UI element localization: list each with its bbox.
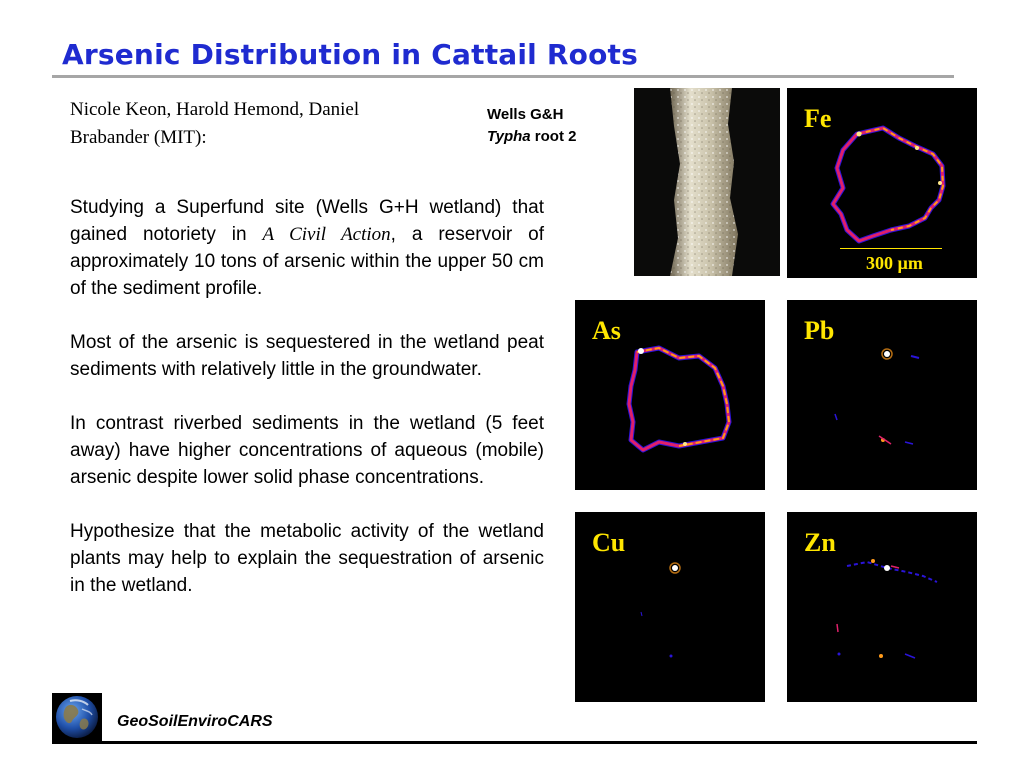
scale-bar xyxy=(840,248,942,249)
as-map-panel xyxy=(575,300,765,490)
slide-title: Arsenic Distribution in Cattail Roots xyxy=(62,38,638,71)
root-photograph xyxy=(634,88,780,276)
pb-label: Pb xyxy=(804,316,835,345)
cu-label: Cu xyxy=(592,528,626,557)
pb-map-panel xyxy=(787,300,977,490)
paragraph-2: Most of the arsenic is sequestered in the wetland peat sediments with relatively little in the groundwater. xyxy=(70,332,544,380)
fe-map-panel xyxy=(787,88,977,278)
zn-label: Zn xyxy=(804,528,836,557)
title-underline xyxy=(52,75,954,78)
scale-bar-label: 300 µm xyxy=(866,253,923,273)
paragraph-1-start: Studying a Superfund site (Wells G+H wetland) that gained notoriety in xyxy=(70,197,544,245)
cu-map-panel xyxy=(575,512,765,702)
fe-label: Fe xyxy=(804,104,832,133)
author-credit: Nicole Keon, Harold Hemond, Daniel Brabander (MIT): xyxy=(70,99,360,148)
footer-rule xyxy=(52,741,977,744)
footer-organization: GeoSoilEnviroCARS xyxy=(117,713,273,730)
earth-globe-icon xyxy=(52,693,102,741)
body-text xyxy=(70,194,544,626)
root-photo-image xyxy=(634,88,780,276)
book-title: A Civil Action xyxy=(262,224,391,245)
sample-caption xyxy=(487,104,576,148)
as-label: As xyxy=(592,316,621,345)
paragraph-1 xyxy=(70,194,544,302)
sample-root xyxy=(487,126,576,148)
paragraph-3: In contrast riverbed sediments in the wetland (5 feet away) have higher concentrations of aqueous (mobile) arsenic despite lower solid phase concentrations. xyxy=(70,413,544,488)
paragraph-4: Hypothesize that the metabolic activity of the wetland plants may help to explain the sequestration of arsenic in the wetland. xyxy=(70,521,544,596)
sample-site: Wells G&H xyxy=(487,106,564,123)
sample-genus: Typha xyxy=(487,128,531,145)
zn-map-panel xyxy=(787,512,977,702)
paragraph-1-end: , a reservoir of approximately 10 tons of arsenic within the upper 50 cm of the sediment profile. xyxy=(70,224,544,299)
sample-root-number: root 2 xyxy=(530,128,577,145)
